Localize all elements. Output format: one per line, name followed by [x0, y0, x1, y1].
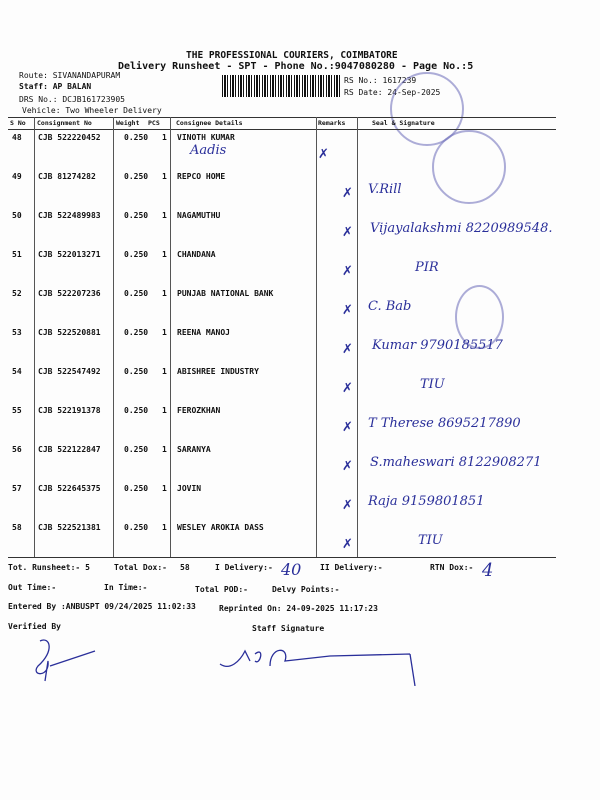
company-title: THE PROFESSIONAL COURIERS, COIMBATORE — [186, 50, 398, 61]
column-divider — [113, 117, 114, 557]
ii-delivery-label: II Delivery:- — [320, 563, 383, 572]
row-weight: 0.250 — [124, 211, 149, 220]
tick-mark-icon: ✗ — [342, 342, 353, 357]
reprinted-on: Reprinted On: 24-09-2025 11:17:23 — [219, 604, 378, 613]
row-consignee: SARANYA — [177, 445, 211, 454]
row-pcs: 1 — [162, 211, 167, 220]
i-delivery-label: I Delivery:- — [215, 563, 273, 572]
tick-mark-icon: ✗ — [342, 537, 353, 552]
column-divider — [357, 117, 358, 557]
total-runsheet: Tot. Runsheet:- 5 — [8, 563, 90, 572]
tick-mark-icon: ✗ — [342, 459, 353, 474]
drs-number: DRS No.: DCJB161723905 — [19, 95, 125, 104]
row-handwritten-signature: Aadis — [190, 143, 227, 158]
out-time: Out Time:- — [8, 583, 57, 592]
row-sno: 51 — [12, 250, 22, 259]
column-header: PCS — [148, 119, 160, 127]
row-consignee: FEROZKHAN — [177, 406, 221, 415]
row-sno: 54 — [12, 367, 22, 376]
rtn-dox-handwritten: 4 — [482, 560, 494, 581]
row-consignment-no: CJB 522220452 — [38, 133, 101, 142]
row-pcs: 1 — [162, 484, 167, 493]
row-weight: 0.250 — [124, 523, 149, 532]
row-consignee: NAGAMUTHU — [177, 211, 221, 220]
signatures — [30, 636, 430, 686]
row-pcs: 1 — [162, 172, 167, 181]
row-weight: 0.250 — [124, 172, 149, 181]
row-handwritten-signature: V.Rill — [368, 182, 402, 197]
row-weight: 0.250 — [124, 367, 149, 376]
row-handwritten-signature: Vijayalakshmi 8220989548. — [370, 221, 553, 236]
tick-mark-icon: ✗ — [342, 303, 353, 318]
tick-mark-icon: ✗ — [342, 381, 353, 396]
rs-date: RS Date: 24-Sep-2025 — [344, 88, 441, 97]
row-handwritten-signature: PIR — [415, 260, 439, 275]
column-divider — [316, 117, 317, 557]
row-weight: 0.250 — [124, 484, 149, 493]
column-divider — [170, 117, 171, 557]
rs-number: RS No.: 1617239 — [344, 76, 417, 85]
runsheet-subtitle: Delivery Runsheet - SPT - Phone No.:9047080280 - Page No.:5 — [118, 61, 474, 72]
row-sno: 50 — [12, 211, 22, 220]
row-weight: 0.250 — [124, 328, 149, 337]
i-delivery-handwritten: 40 — [281, 560, 302, 579]
column-header: Weight — [116, 119, 140, 127]
staff-signature-label: Staff Signature — [252, 624, 325, 633]
tick-mark-icon: ✗ — [342, 264, 353, 279]
column-header: Consignee Details — [176, 119, 243, 127]
verified-by-label: Verified By — [8, 622, 61, 631]
row-handwritten-signature: C. Bab — [368, 299, 412, 314]
row-handwritten-signature: T Therese 8695217890 — [368, 416, 521, 431]
row-consignment-no: CJB 522122847 — [38, 445, 101, 454]
row-pcs: 1 — [162, 289, 167, 298]
table-top-line — [8, 117, 556, 118]
company-seal-stamp — [432, 130, 506, 204]
row-pcs: 1 — [162, 328, 167, 337]
row-consignment-no: CJB 81274282 — [38, 172, 96, 181]
total-dox-label: Total Dox:- — [114, 563, 167, 572]
row-consignment-no: CJB 522645375 — [38, 484, 101, 493]
column-divider — [34, 117, 35, 557]
rtn-dox-label: RTN Dox:- — [430, 563, 474, 572]
route: Route: SIVANANDAPURAM — [19, 71, 121, 80]
row-pcs: 1 — [162, 406, 167, 415]
row-consignment-no: CJB 522520881 — [38, 328, 101, 337]
column-header: Seal & Signature — [372, 119, 435, 127]
row-consignment-no: CJB 522521381 — [38, 523, 101, 532]
row-weight: 0.250 — [124, 289, 149, 298]
row-handwritten-signature: Raja 9159801851 — [368, 494, 485, 509]
row-consignment-no: CJB 522013271 — [38, 250, 101, 259]
column-header: Consignment No — [37, 119, 92, 127]
row-consignment-no: CJB 522489983 — [38, 211, 101, 220]
vehicle: Vehicle: Two Wheeler Delivery — [22, 106, 162, 115]
row-handwritten-signature: TIU — [418, 533, 443, 548]
row-consignee: WESLEY AROKIA DASS — [177, 523, 264, 532]
in-time: In Time:- — [104, 583, 148, 592]
row-pcs: 1 — [162, 523, 167, 532]
row-weight: 0.250 — [124, 406, 149, 415]
row-pcs: 1 — [162, 133, 167, 142]
table-header-line — [8, 129, 556, 130]
row-consignee: ABISHREE INDUSTRY — [177, 367, 259, 376]
row-pcs: 1 — [162, 250, 167, 259]
row-consignment-no: CJB 522207236 — [38, 289, 101, 298]
row-consignee: CHANDANA — [177, 250, 216, 259]
row-consignee: PUNJAB NATIONAL BANK — [177, 289, 274, 298]
tick-mark-icon: ✗ — [342, 420, 353, 435]
row-sno: 52 — [12, 289, 22, 298]
tick-mark-icon: ✗ — [342, 225, 353, 240]
row-handwritten-signature: Kumar 9790185517 — [372, 338, 503, 353]
tick-mark-icon: ✗ — [342, 498, 353, 513]
row-consignment-no: CJB 522547492 — [38, 367, 101, 376]
row-sno: 57 — [12, 484, 22, 493]
tick-mark-icon: ✗ — [318, 147, 329, 162]
row-sno: 48 — [12, 133, 22, 142]
staff: Staff: AP BALAN — [19, 82, 92, 91]
column-header: Remarks — [318, 119, 346, 127]
entered-by: Entered By :ANBUSPT 09/24/2025 11:02:33 — [8, 602, 196, 611]
row-sno: 49 — [12, 172, 22, 181]
row-sno: 55 — [12, 406, 22, 415]
delivery-points: Delvy Points:- — [272, 585, 340, 594]
tick-mark-icon: ✗ — [342, 186, 353, 201]
row-weight: 0.250 — [124, 250, 149, 259]
barcode — [222, 75, 340, 97]
row-consignee: JOVIN — [177, 484, 202, 493]
row-handwritten-signature: S.maheswari 8122908271 — [370, 455, 542, 470]
row-consignee: REENA MANOJ — [177, 328, 230, 337]
row-pcs: 1 — [162, 367, 167, 376]
row-consignee: REPCO HOME — [177, 172, 226, 181]
row-sno: 58 — [12, 523, 22, 532]
column-header: S No — [10, 119, 26, 127]
row-weight: 0.250 — [124, 133, 149, 142]
total-pod: Total POD:- — [195, 585, 248, 594]
row-handwritten-signature: TIU — [420, 377, 445, 392]
row-consignment-no: CJB 522191378 — [38, 406, 101, 415]
row-consignee: VINOTH KUMAR — [177, 133, 235, 142]
row-pcs: 1 — [162, 445, 167, 454]
row-sno: 56 — [12, 445, 22, 454]
total-dox-value: 58 — [180, 563, 190, 572]
row-weight: 0.250 — [124, 445, 149, 454]
row-sno: 53 — [12, 328, 22, 337]
